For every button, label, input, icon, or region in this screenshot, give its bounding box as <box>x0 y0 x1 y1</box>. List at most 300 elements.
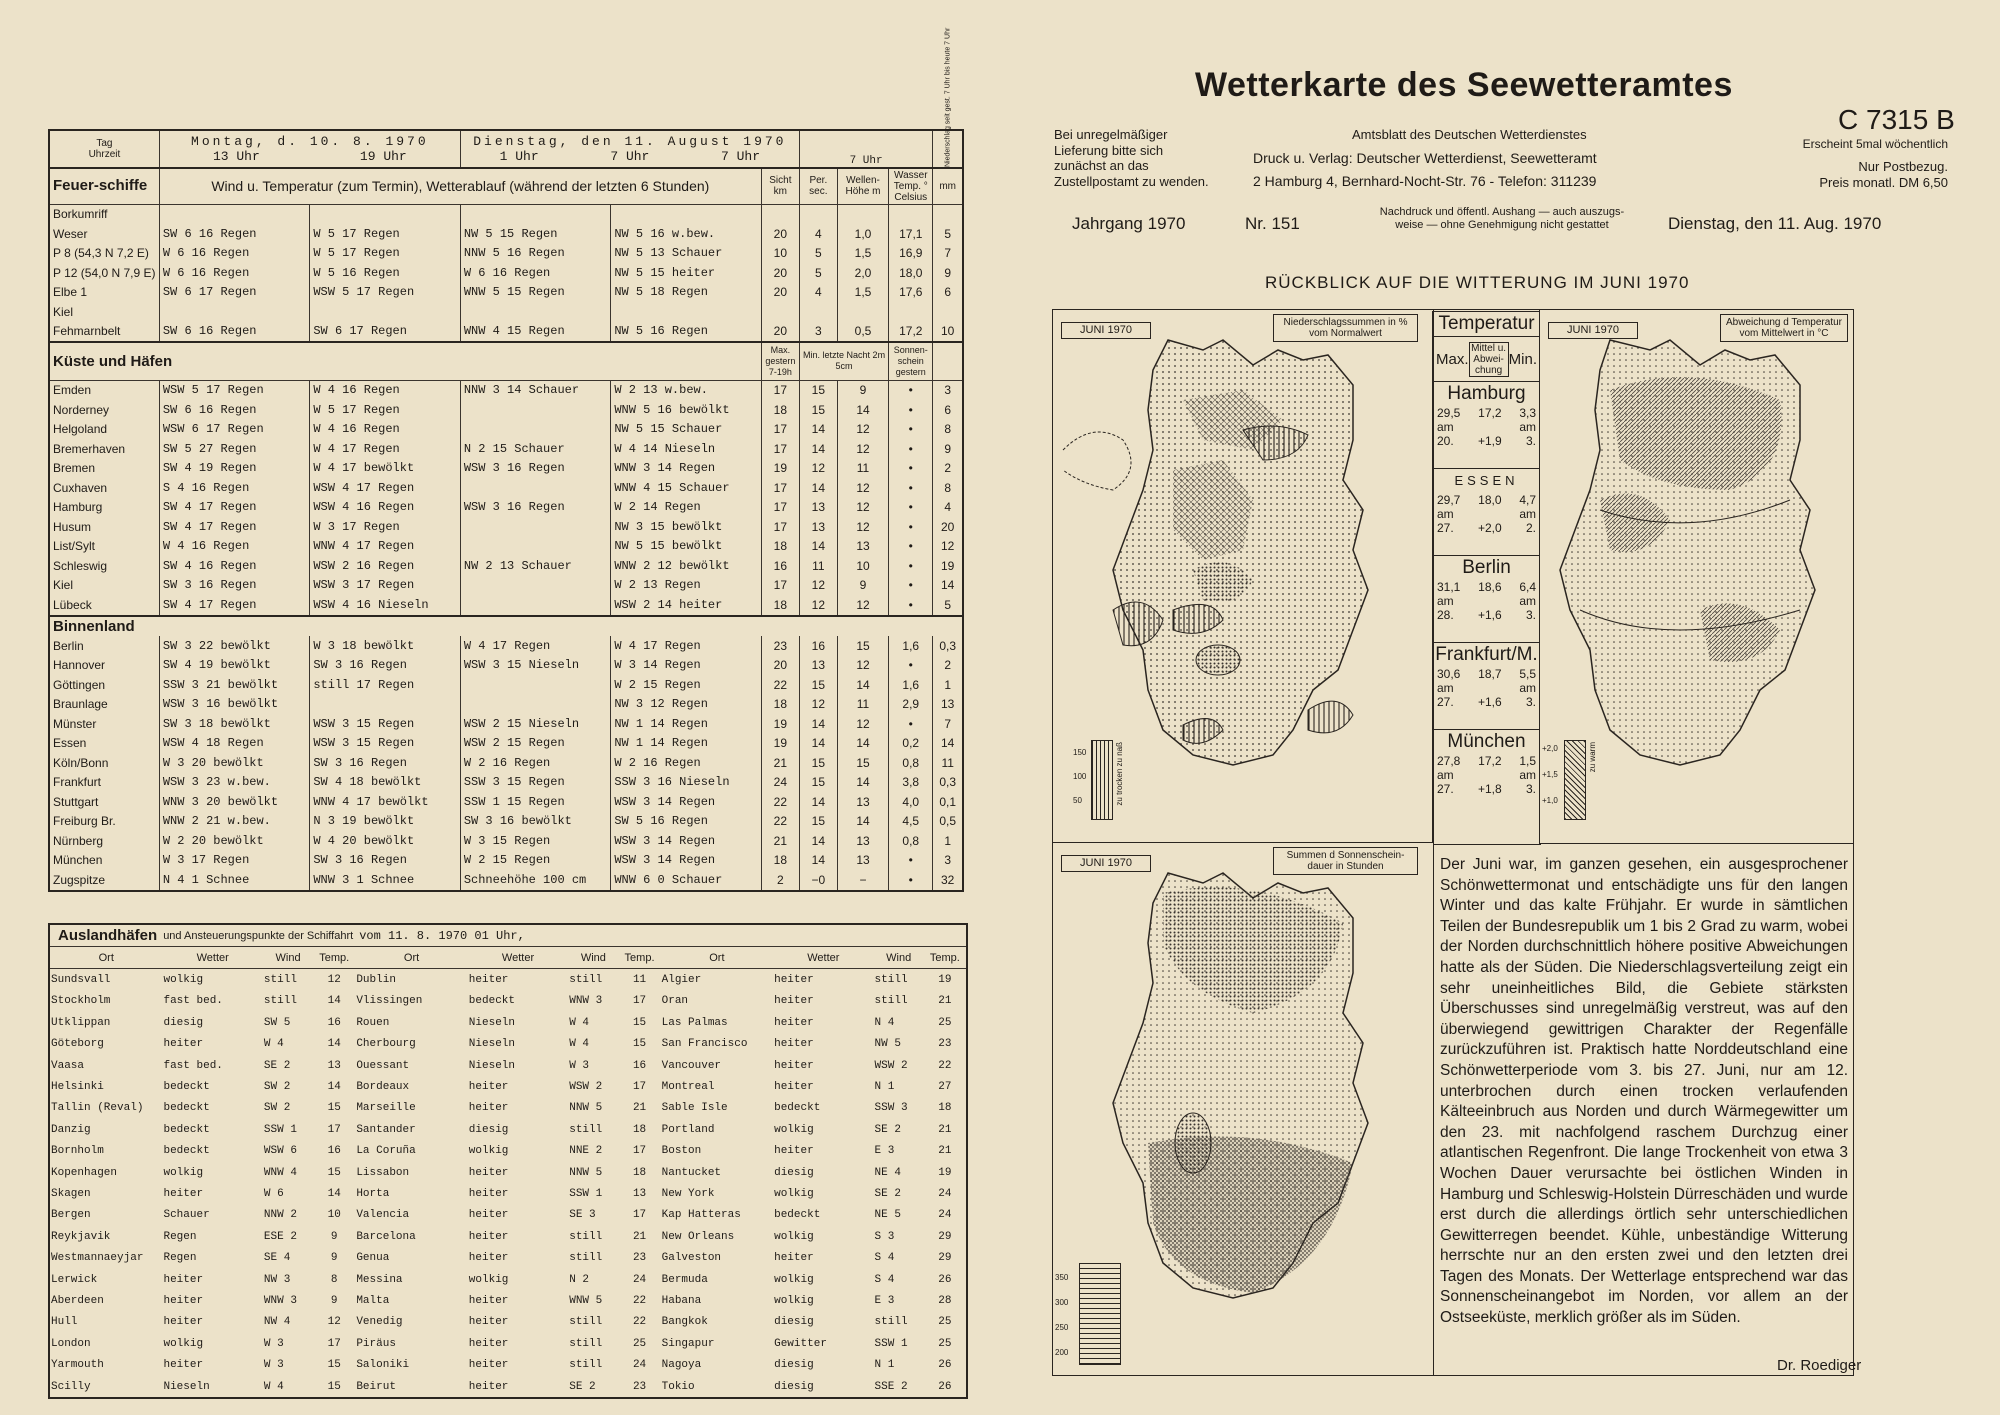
value-cell: 18 <box>761 595 799 616</box>
port-weather: wolkig <box>774 1123 814 1136</box>
port-wind: SSW 1 <box>569 1187 603 1200</box>
value-cell: 11 <box>799 556 837 576</box>
port-name: London <box>51 1337 91 1350</box>
observation-cell: W 3 18 bewölkt <box>310 636 460 656</box>
ausland-row <box>50 1333 966 1354</box>
port-temp: 18 <box>938 1102 952 1115</box>
city-name: Frankfurt/M. <box>1435 644 1538 665</box>
port-weather: heiter <box>468 1209 509 1222</box>
port-name: Vaasa <box>51 1059 85 1072</box>
value-cell: 17 <box>761 420 799 440</box>
value-cell: 12 <box>837 517 888 537</box>
observation-cell: W 2 20 bewölkt <box>159 831 309 851</box>
observation-cell <box>159 302 309 322</box>
ausland-row <box>50 1055 966 1076</box>
value-cell: 0,3 <box>933 636 963 656</box>
observation-cell: W 2 14 Regen <box>611 498 761 518</box>
feuer-row <box>49 263 963 283</box>
port-weather: heiter <box>468 1252 509 1265</box>
ausland-col-header: Wind <box>886 951 912 964</box>
value-cell: 12 <box>837 656 888 676</box>
value-cell: 18 <box>761 695 799 715</box>
value-cell: 17 <box>761 498 799 518</box>
station-name: Cuxhaven <box>49 478 159 498</box>
observation-cell: WSW 3 23 w.bew. <box>159 773 309 793</box>
sonne-header: Sonnen-schein gestern <box>889 342 933 380</box>
observation-cell: NNW 5 16 Regen <box>460 244 610 264</box>
port-weather: bedeckt <box>163 1081 210 1094</box>
observation-cell: W 2 15 Regen <box>460 851 610 871</box>
value-cell: 9 <box>837 576 888 596</box>
value-cell: 14 <box>799 478 837 498</box>
port-weather: Gewitter <box>774 1337 827 1350</box>
value-cell: 11 <box>837 695 888 715</box>
city-values: 29,5 17,2 3,3 <box>1437 406 1536 420</box>
port-temp: 21 <box>632 1102 647 1115</box>
city-am: am am <box>1437 681 1536 695</box>
value-cell <box>837 302 888 322</box>
port-wind: SW 5 <box>263 1016 291 1029</box>
value-cell: 9 <box>933 263 963 283</box>
binnen-row <box>49 792 963 812</box>
ausland-title: Auslandhäfen <box>58 927 158 944</box>
lieferung-note: Bei unregelmäßiger Lieferung bitte sich zunächst an das Zustellpostamt zu wenden. <box>1054 127 1209 189</box>
port-temp: 12 <box>327 974 341 987</box>
port-name: Algier <box>661 974 702 987</box>
port-temp: 11 <box>632 974 647 987</box>
station-name: Bremen <box>49 459 159 479</box>
value-cell: 4,5 <box>889 812 933 832</box>
value-cell: −0 <box>799 870 837 891</box>
port-wind: W 3 <box>263 1359 284 1372</box>
observation-cell: N 4 1 Schnee <box>159 870 309 891</box>
observation-cell: W 4 20 bewölkt <box>310 831 460 851</box>
observation-cell: NW 3 12 Regen <box>611 695 761 715</box>
port-weather: bedeckt <box>468 995 516 1008</box>
value-cell: 12 <box>837 439 888 459</box>
port-name: Genua <box>356 1252 390 1265</box>
ausland-col-header: Temp. <box>929 951 960 964</box>
value-cell: 21 <box>761 831 799 851</box>
ausland-row <box>50 1354 966 1375</box>
observation-cell: NW 5 15 Schauer <box>611 420 761 440</box>
city-dates: 27. +1,8 3. <box>1437 782 1536 796</box>
observation-cell: W 5 17 Regen <box>310 224 460 244</box>
port-weather: heiter <box>163 1187 204 1200</box>
value-cell: 13 <box>837 792 888 812</box>
port-temp: 25 <box>938 1337 952 1350</box>
port-temp: 21 <box>938 1123 952 1136</box>
value-cell <box>889 302 933 322</box>
value-cell: 14 <box>933 734 963 754</box>
port-name: Oran <box>661 995 689 1008</box>
binnen-row <box>49 773 963 793</box>
city-name: ESSEN <box>1454 473 1519 488</box>
observation-cell: WSW 3 16 bewölkt <box>159 695 309 715</box>
port-wind: S 4 <box>874 1273 895 1286</box>
nachdruck-note: Nachdruck und öffentl. Aushang — auch auszugs- weise — ohne Genehmigung nicht gestattet <box>1379 206 1625 231</box>
port-name: Nantucket <box>661 1166 722 1179</box>
port-temp: 15 <box>327 1102 341 1115</box>
port-wind: WNW 4 <box>263 1166 297 1179</box>
sunshine-month: JUNI 1970 <box>1061 855 1151 872</box>
value-cell: 22 <box>761 675 799 695</box>
port-temp: 23 <box>938 1038 952 1051</box>
value-cell: 18,0 <box>889 263 933 283</box>
port-temp: 16 <box>327 1145 341 1158</box>
port-name: Stockholm <box>51 995 111 1008</box>
feuer-row <box>49 322 963 343</box>
kueste-title: Küste und Häfen <box>49 342 761 380</box>
port-wind: NNE 2 <box>569 1145 603 1158</box>
ausland-col-header: Wetter <box>196 951 229 964</box>
port-temp: 15 <box>632 1016 647 1029</box>
observation-cell: WSW 3 14 Regen <box>611 851 761 871</box>
value-cell: 14 <box>837 675 888 695</box>
observation-cell: W 4 17 Regen <box>310 439 460 459</box>
kueste-row <box>49 537 963 557</box>
port-name: Vancouver <box>661 1059 722 1072</box>
port-name: Singapur <box>661 1337 715 1350</box>
value-cell <box>799 204 837 224</box>
value-cell: • <box>889 420 933 440</box>
port-weather: Nieseln <box>468 1038 516 1051</box>
port-name: Yarmouth <box>51 1359 104 1372</box>
value-cell: 13 <box>799 498 837 518</box>
port-temp: 15 <box>327 1380 341 1393</box>
port-weather: heiter <box>163 1038 204 1051</box>
value-cell: 17 <box>761 478 799 498</box>
observation-cell: W 4 16 Regen <box>159 537 309 557</box>
value-cell: • <box>889 851 933 871</box>
city-name: München <box>1447 731 1526 752</box>
observation-cell: Schneehöhe 100 cm <box>460 870 610 891</box>
station-name: Emden <box>49 380 159 400</box>
value-cell: 2 <box>933 459 963 479</box>
feuer-row <box>49 244 963 264</box>
port-temp: 22 <box>938 1059 952 1072</box>
city-dates: 20. +1,9 3. <box>1437 434 1536 448</box>
port-name: Horta <box>356 1187 390 1200</box>
ausland-col-header: Temp. <box>624 951 655 964</box>
port-weather: heiter <box>774 1038 814 1051</box>
port-temp: 13 <box>327 1059 341 1072</box>
observation-cell <box>460 302 610 322</box>
observation-cell: WSW 4 16 Regen <box>310 498 460 518</box>
observation-cell: SW 4 19 Regen <box>159 459 309 479</box>
port-name: New Orleans <box>661 1230 735 1243</box>
observation-cell: WSW 4 16 Nieseln <box>310 595 460 616</box>
port-weather: Nieseln <box>468 1059 516 1072</box>
temp-city-block <box>1433 555 1540 642</box>
value-cell <box>799 302 837 322</box>
port-name: Danzig <box>51 1123 91 1136</box>
port-wind: N 4 <box>874 1016 895 1029</box>
value-cell: 0,5 <box>837 322 888 343</box>
port-wind: still <box>569 1316 603 1329</box>
port-weather: heiter <box>468 1316 509 1329</box>
port-weather: diesig <box>774 1359 814 1372</box>
port-wind: SSW 1 <box>874 1337 908 1350</box>
observation-cell <box>460 595 610 616</box>
observation-cell: NW 5 13 Schauer <box>611 244 761 264</box>
observation-cell: WSW 6 17 Regen <box>159 420 309 440</box>
observation-cell: WNW 4 17 Regen <box>310 537 460 557</box>
value-cell: 12 <box>837 595 888 616</box>
observation-cell: W 4 14 Nieseln <box>611 439 761 459</box>
value-cell: • <box>889 380 933 400</box>
city-dates: 27. +1,6 3. <box>1437 695 1536 709</box>
value-cell: 14 <box>799 420 837 440</box>
feuer-row <box>49 224 963 244</box>
port-weather: heiter <box>468 1187 509 1200</box>
observation-cell: WSW 3 14 Regen <box>611 792 761 812</box>
value-cell <box>761 302 799 322</box>
value-cell: 3 <box>933 380 963 400</box>
observation-cell: W 4 16 Regen <box>310 420 460 440</box>
station-name: Zugspitze <box>49 870 159 891</box>
value-cell: 7 <box>933 244 963 264</box>
port-name: Bornholm <box>51 1145 104 1158</box>
value-cell: 17 <box>761 576 799 596</box>
port-wind: W 3 <box>569 1059 590 1072</box>
port-name: Ouessant <box>356 1059 410 1072</box>
value-cell: 12 <box>933 537 963 557</box>
port-wind: ESE 2 <box>263 1230 297 1243</box>
erscheint: Erscheint 5mal wöchentlich <box>1802 137 1948 151</box>
observation-cell: WSW 5 17 Regen <box>310 283 460 303</box>
sunshine-map <box>1052 842 1434 1376</box>
value-cell: 12 <box>837 498 888 518</box>
value-cell: 32 <box>933 870 963 891</box>
port-temp: 16 <box>327 1016 341 1029</box>
observation-cell <box>310 695 460 715</box>
observation-cell <box>460 576 610 596</box>
station-name: Stuttgart <box>49 792 159 812</box>
observation-cell: WSW 2 14 heiter <box>611 595 761 616</box>
temp-city-block <box>1433 642 1540 729</box>
value-cell: 5 <box>799 263 837 283</box>
value-cell: 3 <box>799 322 837 343</box>
port-temp: 18 <box>632 1166 647 1179</box>
port-temp: 10 <box>327 1209 341 1222</box>
ausland-section <box>48 923 968 1399</box>
port-name: Nagoya <box>661 1359 702 1372</box>
weather-observation-table <box>48 27 964 892</box>
rueckblick-heading: RÜCKBLICK AUF DIE WITTERUNG IM JUNI 1970 <box>1265 273 1690 292</box>
observation-cell: NW 1 14 Regen <box>611 734 761 754</box>
value-cell <box>889 204 933 224</box>
port-name: La Coruña <box>356 1145 416 1158</box>
ausland-row <box>50 1205 966 1226</box>
max-header: Max. gestern 7-19h <box>761 342 799 380</box>
port-weather: heiter <box>468 1102 509 1115</box>
port-temp: 24 <box>938 1187 952 1200</box>
port-weather: wolkig <box>468 1145 509 1158</box>
value-cell: 17,2 <box>889 322 933 343</box>
port-temp: 22 <box>632 1294 647 1307</box>
value-cell: 20 <box>761 322 799 343</box>
ausland-row <box>50 1269 966 1290</box>
value-cell: 1,6 <box>889 636 933 656</box>
port-temp: 12 <box>327 1316 341 1329</box>
value-cell: 8 <box>933 420 963 440</box>
station-name: Freiburg Br. <box>49 812 159 832</box>
kueste-row <box>49 420 963 440</box>
observation-cell <box>611 204 761 224</box>
port-name: Boston <box>661 1145 702 1158</box>
station-name: Berlin <box>49 636 159 656</box>
value-cell: • <box>889 459 933 479</box>
observation-cell <box>460 517 610 537</box>
author: Dr. Roediger <box>1777 1357 1862 1374</box>
observation-cell: W 3 20 bewölkt <box>159 753 309 773</box>
port-wind: still <box>874 974 908 987</box>
port-wind: still <box>569 1337 603 1350</box>
value-cell: 1,0 <box>837 224 888 244</box>
value-cell: 14 <box>799 439 837 459</box>
value-cell: 14 <box>799 714 837 734</box>
kueste-row <box>49 595 963 616</box>
issue-date: Dienstag, den 11. Aug. 1970 <box>1668 214 1882 233</box>
observation-cell: WNW 6 0 Schauer <box>611 870 761 891</box>
observation-cell: SSW 1 15 Regen <box>460 792 610 812</box>
port-weather: diesig <box>468 1123 509 1136</box>
observation-cell <box>460 675 610 695</box>
port-temp: 25 <box>938 1316 952 1329</box>
observation-cell: W 4 17 bewölkt <box>310 459 460 479</box>
port-temp: 13 <box>632 1187 647 1200</box>
sicht-header: Sicht km <box>761 168 799 204</box>
value-cell: 10 <box>761 244 799 264</box>
station-name: Borkumriff <box>49 204 159 224</box>
observation-cell: WNW 3 1 Schnee <box>310 870 460 891</box>
temperature-deviation-map <box>1539 309 1854 844</box>
value-cell: 0,5 <box>933 812 963 832</box>
observation-cell: SW 4 16 Regen <box>159 556 309 576</box>
ausland-subtitle: und Ansteuerungspunkte der Schiffahrt <box>163 929 354 942</box>
port-wind: NW 4 <box>263 1316 291 1329</box>
value-cell: 16 <box>761 556 799 576</box>
value-cell <box>837 204 888 224</box>
retrospect-text: Der Juni war, im ganzen gesehen, ein ausgesprochener Schönwettermonat und entschädigte uns für den langen Winter und das kalte Frühjahr. Er wurde in sämtlichen Teilen der Bundesrepublik um 1 bis 2 Grad zu warm, wobei der Norden durchschnittlich höhere positive Abweichungen hatte als der Süden. Die Niederschlagsverteilung zeigt ein sehr uneinheitliches Bild, die Gebiete stärksten Überschusses sind unregelmäßig verstreut, was auf den überwiegend gewittrigen Charakter der Regenfälle zurückzuführen ist. Praktisch hatte Norddeutschland eine Schönwetterperiode vom 3. bis 27. Juni, nur am 12. unterbrochen durch einen trocken verlaufenden Kälteeinbruch aus Norden und durch Wärmegewitter um den 23. mit nachfolgend raschem Durchzug einer atlantischen Regenfront. Die lange Trockenheit von etwa 3 Wochen Dauer verursachte bei östlichen Winden in Hamburg und Schleswig-Holstein Dürreschäden und wurde erst durch die allerdings örtlich sehr unterschiedlichen Gewitterregen beendet. Kühle, unbeständige Witterung herrschte nur an den ersten zwei und den letzten drei Tagen des Monats. Der Wetterlage entsprechend war das Sonnenscheinangebot im Norden, vor allem an der Ostseeküste, merklich größer als im Süden. <box>1440 856 1848 1327</box>
value-cell: 6 <box>933 400 963 420</box>
port-wind: NNW 5 <box>569 1102 603 1115</box>
port-name: Marseille <box>356 1102 416 1115</box>
port-wind: WNW 3 <box>263 1294 297 1307</box>
value-cell: • <box>889 498 933 518</box>
temp-title: Temperatur <box>1433 312 1540 337</box>
ausland-row <box>50 1290 966 1311</box>
observation-cell: SW 3 18 bewölkt <box>159 714 309 734</box>
port-name: Barcelona <box>356 1230 416 1243</box>
value-cell: • <box>889 656 933 676</box>
niederschlag-header: Niederschlag seit gest. 7 Uhr bis heute 7 Uhr <box>933 130 963 168</box>
value-cell: 14 <box>799 831 837 851</box>
value-cell: • <box>889 714 933 734</box>
port-temp: 24 <box>938 1209 952 1222</box>
port-weather: Nieseln <box>468 1016 516 1029</box>
binnen-row <box>49 695 963 715</box>
feuer-row <box>49 283 963 303</box>
value-cell: 14 <box>933 576 963 596</box>
observation-cell: SW 4 17 Regen <box>159 498 309 518</box>
value-cell: 17 <box>761 439 799 459</box>
value-cell: 11 <box>933 753 963 773</box>
port-name: Rouen <box>356 1016 390 1029</box>
kueste-row <box>49 556 963 576</box>
observation-cell: W 4 17 Regen <box>460 636 610 656</box>
tag-uhrzeit-header: Tag Uhrzeit <box>49 130 159 168</box>
city-values: 30,6 18,7 5,5 <box>1437 667 1536 681</box>
precip-legend: 150 100 50 zu trocken zu naß <box>1073 740 1133 820</box>
port-name: Kap Hatteras <box>661 1209 741 1222</box>
port-temp: 17 <box>632 1209 647 1222</box>
station-name: P 8 (54,3 N 7,2 E) <box>49 244 159 264</box>
port-weather: heiter <box>468 1337 509 1350</box>
ausland-table <box>50 947 966 1397</box>
station-name: Kiel <box>49 576 159 596</box>
port-temp: 17 <box>632 1145 647 1158</box>
value-cell: 12 <box>837 714 888 734</box>
value-cell: 0,1 <box>933 792 963 812</box>
value-cell: 14 <box>799 537 837 557</box>
port-name: New York <box>661 1187 715 1200</box>
value-cell: 0,8 <box>889 831 933 851</box>
port-name: Habana <box>661 1294 702 1307</box>
temp-city-block <box>1433 381 1540 468</box>
port-weather: heiter <box>774 1145 814 1158</box>
value-cell: 5 <box>933 224 963 244</box>
value-cell: 17 <box>761 517 799 537</box>
observation-cell: still 17 Regen <box>310 675 460 695</box>
port-wind: W 6 <box>263 1187 284 1200</box>
port-temp: 9 <box>330 1230 338 1243</box>
port-name: Santander <box>356 1123 416 1136</box>
ausland-row <box>50 1183 966 1204</box>
min-header: Min. letzte Nacht 2m 5cm <box>799 342 888 380</box>
observation-cell: WSW 3 16 Regen <box>460 498 610 518</box>
port-name: Tokio <box>661 1380 695 1393</box>
temp-map-month: JUNI 1970 <box>1548 322 1638 339</box>
port-name: Tallin (Reval) <box>51 1102 144 1115</box>
preis: Preis monatl. DM 6,50 <box>1819 175 1948 190</box>
value-cell: 15 <box>799 812 837 832</box>
port-name: Skagen <box>51 1187 91 1200</box>
observation-cell: SW 6 16 Regen <box>159 400 309 420</box>
port-weather: wolkig <box>774 1273 814 1286</box>
port-name: Valencia <box>356 1209 410 1222</box>
value-cell: 2 <box>933 656 963 676</box>
port-weather: wolkig <box>774 1187 814 1200</box>
value-cell: 14 <box>799 792 837 812</box>
ausland-date: vom 11. 8. 1970 01 Uhr, <box>359 928 525 943</box>
port-wind: N 1 <box>874 1359 895 1372</box>
value-cell: 13 <box>837 537 888 557</box>
value-cell: 8 <box>933 478 963 498</box>
value-cell: 1,5 <box>837 244 888 264</box>
ausland-row <box>50 991 966 1012</box>
port-temp: 17 <box>327 1337 341 1350</box>
sunshine-legend: 350 300 250 200 <box>1055 1263 1125 1373</box>
port-name: Scilly <box>51 1380 91 1393</box>
city-name: Berlin <box>1462 557 1511 578</box>
station-name: Hannover <box>49 656 159 676</box>
value-cell: 14 <box>799 851 837 871</box>
port-wind: still <box>874 1316 908 1329</box>
observation-cell: W 2 15 Regen <box>611 675 761 695</box>
port-weather: diesig <box>774 1380 814 1393</box>
